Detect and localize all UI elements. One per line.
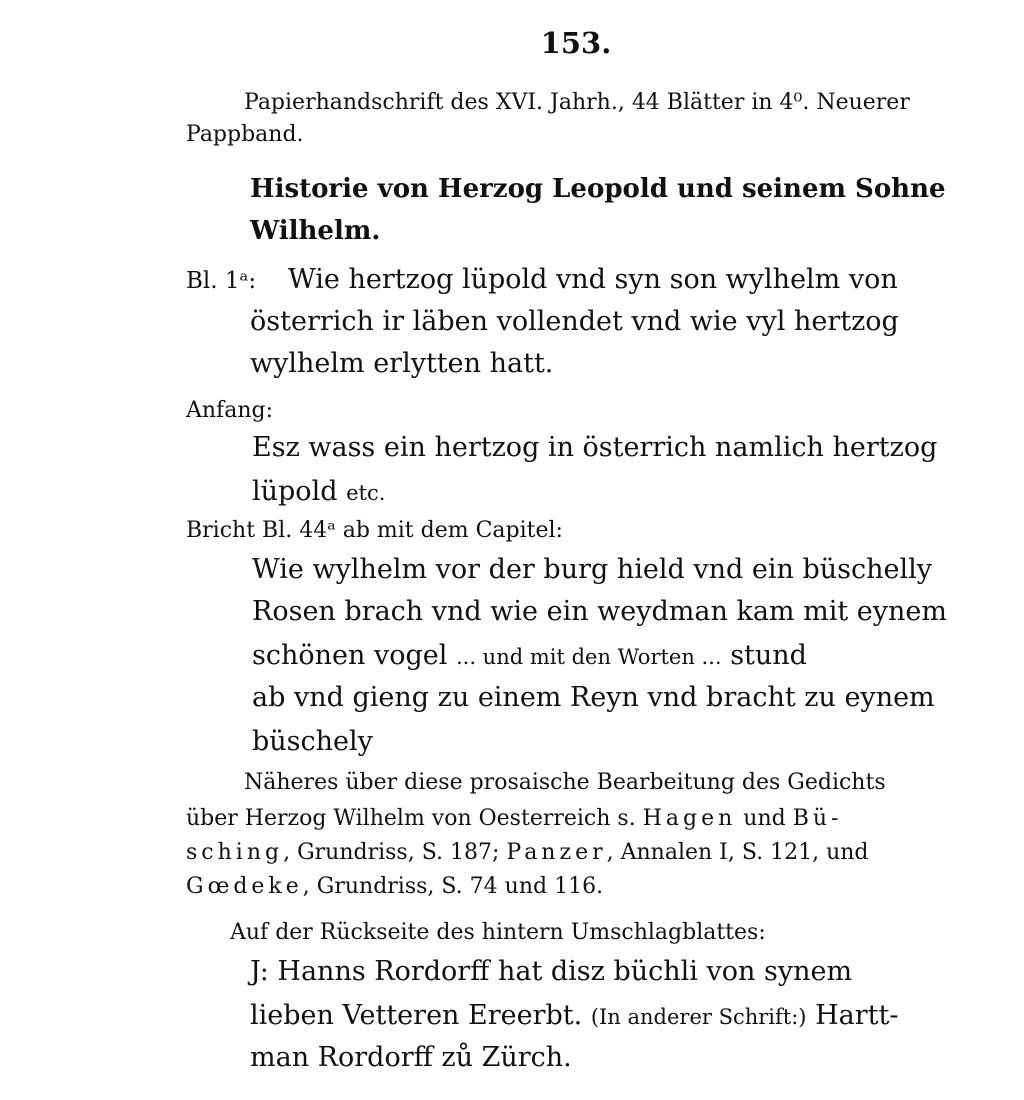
text-line: ab vnd gieng zu einem Reyn vnd bracht zu eynem — [252, 682, 935, 713]
note-line — [186, 802, 842, 836]
text-line: wylhelm erlytten hatt. — [250, 348, 554, 379]
manuscript-description-line: Papierhandschrift des XVI. Jahrh., 44 Blätter in 4⁰. Neuerer — [244, 90, 910, 115]
text-line — [250, 994, 898, 1039]
text-line: Rosen brach vnd wie ein weydman kam mit eynem — [252, 596, 947, 627]
text-line: Esz wass ein hertzog in österrich namlich hertzog — [252, 432, 938, 463]
section-label: Anfang: — [186, 398, 273, 423]
text-line: Wie wylhelm vor der burg hield vnd ein büschelly — [252, 554, 932, 585]
text-fragment: (In anderer Schrift:) — [590, 1005, 807, 1029]
text-line: österrich ir läben vollendet vnd wie vyl hertzog — [250, 306, 899, 337]
text-fragment: lieben Vetteren Ereerbt. — [250, 1000, 583, 1031]
text-fragment: lüpold — [252, 476, 338, 507]
text-fragment: schönen vogel — [252, 640, 448, 671]
note-fragment: , Grundriss, S. 187; — [283, 840, 500, 865]
text-fragment: ... und mit den Worten ... — [455, 645, 722, 669]
section-label: Auf der Rückseite des hintern Umschlagblattes: — [230, 920, 766, 945]
note-line — [186, 836, 869, 870]
page-number: 153. — [540, 26, 612, 60]
spaced-name: Bü- — [792, 806, 843, 831]
text-line — [252, 470, 385, 515]
spaced-name: Panzer — [506, 840, 607, 865]
note-fragment: , Grundriss, S. 74 und 116. — [302, 874, 604, 899]
section-label: Bricht Bl. 44ᵃ ab mit dem Capitel: — [186, 518, 563, 543]
text-line: Wie hertzog lüpold vnd syn son wylhelm von — [288, 264, 898, 295]
text-line: man Rordorff zů Zürch. — [250, 1042, 572, 1073]
text-fragment: stund — [730, 640, 807, 671]
note-line — [186, 870, 603, 904]
manuscript-description-line: Pappband. — [186, 122, 304, 147]
text-line — [252, 634, 807, 679]
text-line: büschely — [252, 726, 373, 757]
spaced-name: Hagen — [642, 806, 737, 831]
work-title: Historie von Herzog Leopold und seinem Sohne — [250, 174, 946, 204]
note-fragment: , Annalen I, S. 121, und — [606, 840, 869, 865]
text-fragment: Hartt- — [815, 1000, 899, 1031]
spaced-name: sching — [186, 840, 284, 865]
text-fragment: etc. — [346, 481, 386, 505]
folio-reference: Bl. 1ᵃ: — [186, 268, 257, 294]
note-line: Näheres über diese prosaische Bearbeitung des Gedichts — [244, 770, 886, 795]
note-fragment: und — [743, 806, 786, 831]
note-fragment: über Herzog Wilhelm von Oesterreich s. — [186, 806, 636, 831]
work-title: Wilhelm. — [250, 216, 381, 246]
text-line: J: Hanns Rordorff hat disz büchli von synem — [250, 956, 853, 987]
spaced-name: Gœdeke — [186, 874, 303, 899]
